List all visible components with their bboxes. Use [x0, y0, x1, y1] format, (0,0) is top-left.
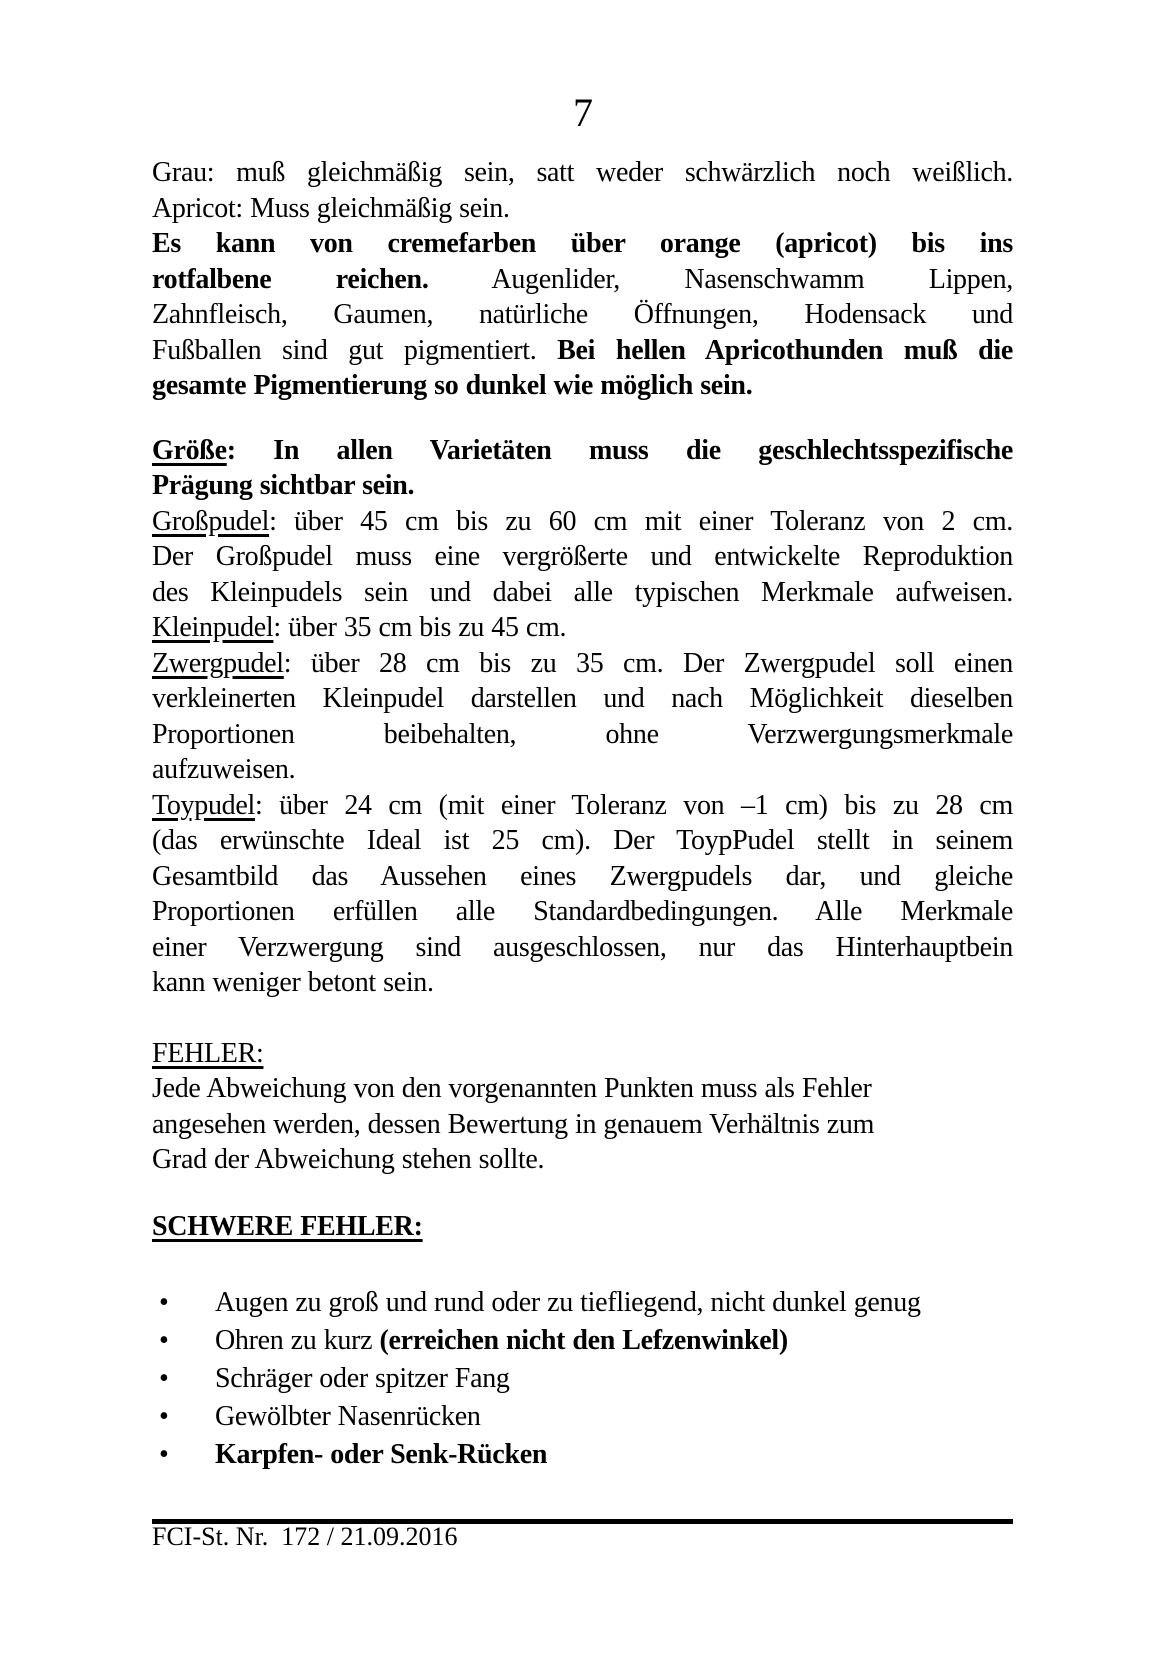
text-line [152, 752, 1013, 788]
bullet-text [215, 1439, 547, 1470]
text-run: aufzuweisen. [152, 754, 296, 785]
text-run: Der Großpudel muss eine vergrößerte und entwickelte Reproduktion [152, 541, 1013, 572]
text-line [152, 575, 1013, 611]
text-line [152, 226, 1013, 262]
text-run: Toypudel [152, 789, 255, 821]
bullet-text [215, 1363, 510, 1394]
footer-text: FCI-St. Nr. 172 / 21.09.2016 [152, 1522, 458, 1551]
bullet-icon: • [159, 1287, 169, 1318]
text-run: Zahnfleisch, Gaumen, natürliche Öffnungen, Hodensack und [152, 299, 1013, 330]
text-run: Karpfen- oder Senk-Rücken [215, 1439, 548, 1470]
spacer [152, 1178, 1013, 1209]
text-line [152, 1142, 1013, 1178]
bullet-item [152, 1398, 1013, 1436]
text-run: Zwergpudel [152, 647, 284, 679]
text-run: angesehen werden, dessen Bewertung in genauem Verhältnis zum [152, 1108, 875, 1140]
bullet-icon: • [159, 1363, 169, 1394]
text-run: : In allen Varietäten muss die geschlechtsspezifische [226, 434, 1013, 466]
text-line [152, 610, 1013, 646]
text-run: Großpudel [152, 505, 270, 537]
text-run: Gewölbter Nasenrücken [215, 1401, 481, 1432]
bullet-icon: • [159, 1325, 169, 1356]
text-line [152, 333, 1013, 369]
text-line [152, 646, 1013, 682]
text-line [152, 262, 1013, 298]
text-line [152, 1036, 1013, 1072]
bullet-text [215, 1401, 481, 1432]
text-run: FEHLER: [152, 1037, 264, 1069]
text-line [152, 368, 1013, 404]
text-line [152, 823, 1013, 859]
text-run: : über 45 cm bis zu 60 cm mit einer Toleranz von 2 cm. [269, 505, 1013, 537]
text-run: des Kleinpudels sein und dabei alle typischen Merkmale aufweisen. [152, 576, 1013, 608]
text-run: Fußballen sind gut pigmentiert. [152, 334, 558, 366]
page-number: 7 [573, 90, 593, 135]
bullet-item [152, 1360, 1013, 1398]
text-run: Es kann von cremefarben über orange (apricot) bis ins [152, 228, 1013, 259]
text-run: Augenlider, Nasenschwamm Lippen, [428, 263, 1013, 295]
text-run: Proportionen erfüllen alle Standardbedingungen. Alle Merkmale [152, 896, 1013, 927]
text-run: kann weniger betont sein. [152, 967, 434, 998]
text-run: Jede Abweichung von den vorgenannten Punkten muss als Fehler [152, 1073, 872, 1104]
text-line [152, 1107, 1013, 1143]
text-run: (das erwünschte Ideal ist 25 cm). Der ToypPudel stellt in seinem [152, 825, 1013, 856]
text-run: Grad der Abweichung stehen sollte. [152, 1144, 545, 1175]
text-run: (erreichen nicht den Lefzenwinkel) [379, 1325, 788, 1356]
text-run: : über 24 cm (mit einer Toleranz von –1 cm) bis zu 28 cm [254, 789, 1013, 821]
text-line [152, 504, 1013, 540]
text-run: Gesamtbild das Aussehen eines Zwergpudels dar, und gleiche [152, 860, 1013, 892]
text-line [152, 788, 1013, 824]
bullet-text [215, 1287, 921, 1318]
bullet-icon: • [159, 1401, 169, 1432]
text-run: Schräger oder spitzer Fang [215, 1363, 510, 1394]
text-run: SCHWERE FEHLER: [152, 1210, 423, 1242]
text-run: gesamte Pigmentierung so dunkel wie möglich sein. [152, 370, 753, 401]
bullet-item [152, 1322, 1013, 1360]
document-body [152, 155, 1013, 1474]
spacer [152, 404, 1013, 433]
text-line [152, 539, 1013, 575]
text-run: : über 28 cm bis zu 35 cm. Der Zwergpudel soll einen [283, 647, 1013, 679]
spacer [152, 1001, 1013, 1036]
text-run: Proportionen beibehalten, ohne Verzwergungsmerkmale [152, 718, 1013, 750]
text-run: Bei hellen Apricothunden muß die [557, 334, 1013, 366]
text-run: Grau: muß gleichmäßig sein, satt weder schwärzlich noch weißlich. [152, 157, 1013, 188]
text-line [152, 1071, 1013, 1107]
bullet-icon: • [159, 1439, 169, 1470]
text-run: Augen zu groß und rund oder zu tiefliegend, nicht dunkel genug [215, 1287, 921, 1318]
text-run: Kleinpudel [152, 612, 274, 643]
text-run: Prägung sichtbar sein. [152, 470, 415, 501]
text-line [152, 155, 1013, 191]
text-run: Ohren zu kurz [215, 1325, 380, 1356]
text-line [152, 894, 1013, 930]
text-line [152, 468, 1013, 504]
text-line [152, 1209, 1013, 1245]
text-line [152, 965, 1013, 1001]
text-run: : über 35 cm bis zu 45 cm. [273, 612, 567, 643]
text-line [152, 717, 1013, 753]
text-line [152, 681, 1013, 717]
text-run: verkleinerten Kleinpudel darstellen und nach Möglichkeit dieselben [152, 683, 1013, 714]
text-run: Apricot: Muss gleichmäßig sein. [152, 192, 510, 224]
text-run: rotfalbene reichen. [152, 263, 429, 295]
text-line [152, 930, 1013, 966]
bullet-text [215, 1325, 788, 1356]
text-line [152, 859, 1013, 895]
text-run: Größe [152, 434, 227, 466]
bullet-item [152, 1436, 1013, 1474]
text-run: einer Verzwergung sind ausgeschlossen, nur das Hinterhauptbein [152, 931, 1013, 963]
text-line [152, 191, 1013, 227]
text-line [152, 297, 1013, 333]
bullet-item [152, 1284, 1013, 1322]
text-line [152, 433, 1013, 469]
spacer [152, 1244, 1013, 1284]
